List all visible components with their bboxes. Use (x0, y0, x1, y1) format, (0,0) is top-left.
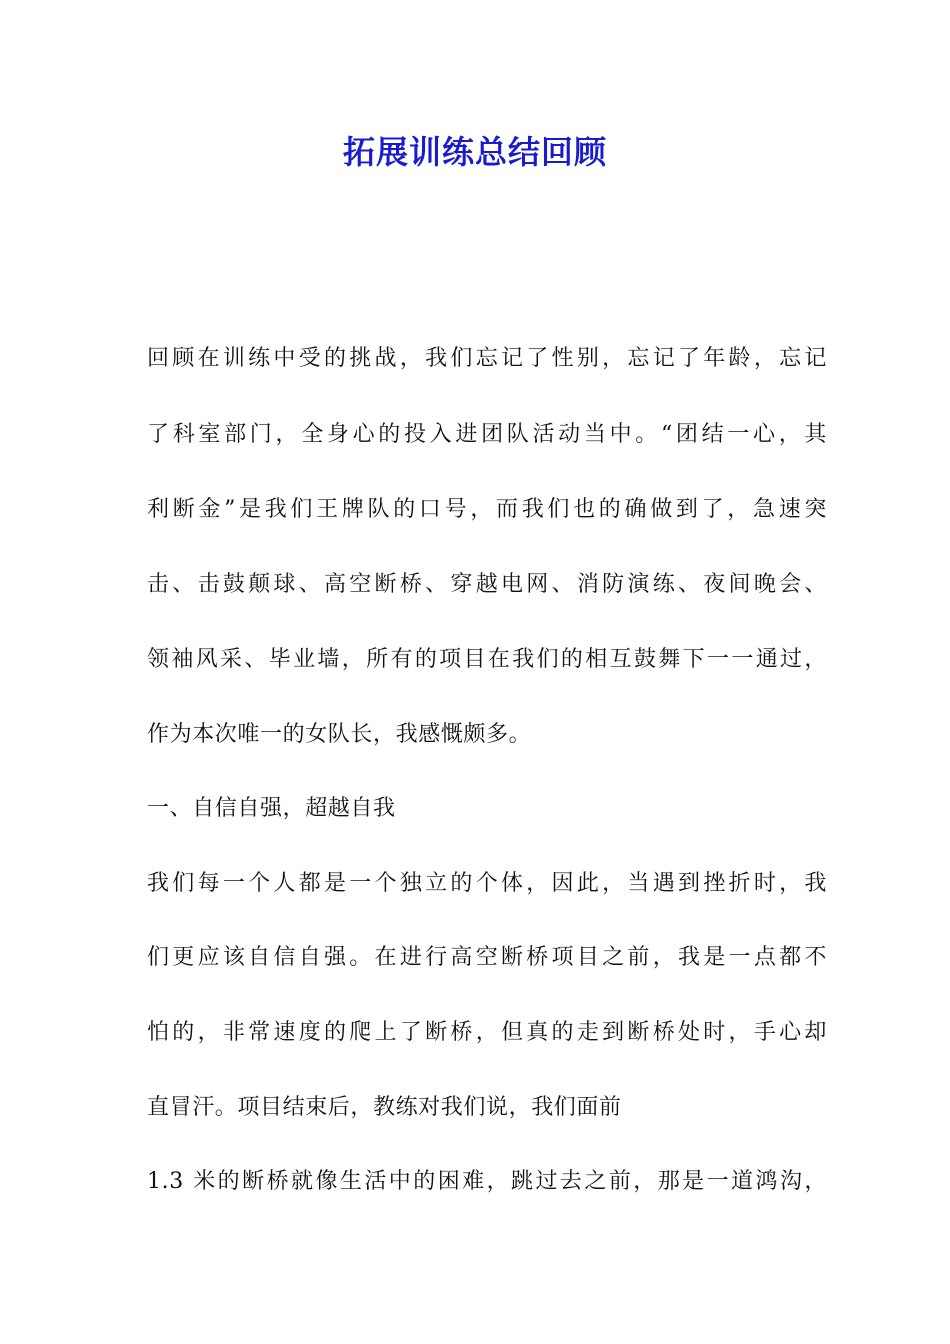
paragraph-line: 怕的，非常速度的爬上了断桥，但真的走到断桥处时，手心却 (147, 1020, 827, 1045)
paragraph-line: 击、击鼓颠球、高空断桥、穿越电网、消防演练、夜间晚会、 (147, 572, 827, 597)
paragraph-line: 们更应该自信自强。在进行高空断桥项目之前，我是一点都不 (147, 945, 827, 970)
paragraph-line: 作为本次唯一的女队长，我感慨颇多。 (147, 722, 532, 747)
section-heading: 一、自信自强，超越自我 (147, 796, 396, 821)
paragraph-line: 领袖风采、毕业墙，所有的项目在我们的相互鼓舞下一一通过， (147, 647, 827, 672)
paragraph-line: 了科室部门，全身心的投入进团队活动当中。“团结一心，其 (147, 422, 827, 447)
paragraph-line: 我们每一个人都是一个独立的个体，因此，当遇到挫折时，我 (147, 871, 827, 896)
paragraph-line: 回顾在训练中受的挑战，我们忘记了性别，忘记了年龄，忘记 (147, 346, 827, 371)
paragraph-line: 直冒汗。项目结束后，教练对我们说，我们面前 (147, 1095, 622, 1120)
document-title: 拓展训练总结回顾 (342, 133, 607, 171)
paragraph-line: 利断金”是我们王牌队的口号，而我们也的确做到了，急速突 (147, 497, 827, 522)
paragraph-line: 1.3 米的断桥就像生活中的困难，跳过去之前，那是一道鸿沟， (147, 1169, 827, 1194)
